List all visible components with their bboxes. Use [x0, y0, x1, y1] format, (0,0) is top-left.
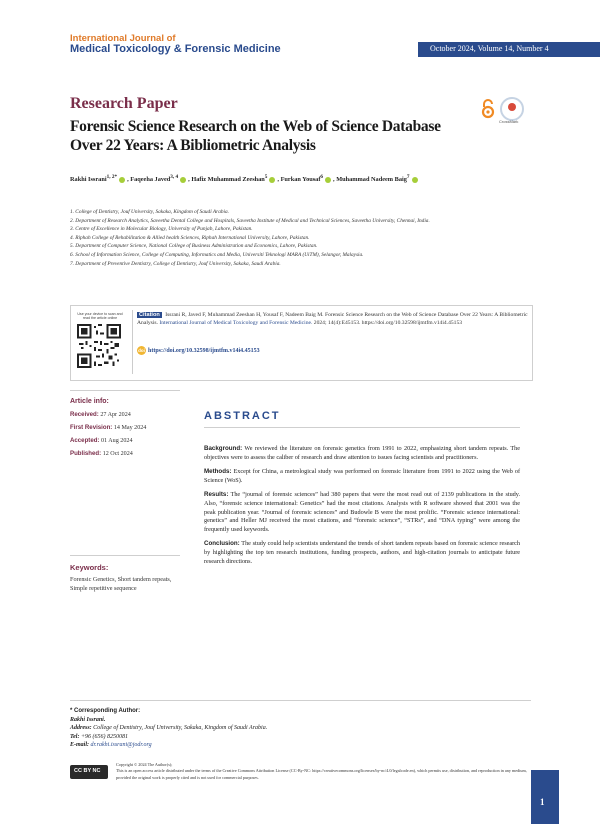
issue-info: October 2024, Volume 14, Number 4 [430, 44, 549, 53]
title-line-2: Over 22 Years: A Bibliometric Analysis [70, 137, 316, 154]
divider [70, 700, 531, 701]
author[interactable]: Rakhi Issrani$^{1, 2*}$ [70, 174, 118, 184]
citation-journal-link[interactable]: International Journal of Medical Toxicology and Forensic Medicine. [159, 320, 313, 327]
paper-type: Research Paper [70, 95, 178, 112]
email-link[interactable]: dr.rakhi.issrani@jodr.org [90, 742, 152, 749]
affiliation-list [70, 208, 540, 268]
author[interactable]: Muhammad Nadeem Baig$^7$ [336, 174, 410, 184]
license-text: Copyright © 2024 The Author(s); This is an open access article distributed under the terms of the Creative Commons Attribution License (CC-By-NC: https://creativecommons.org/licenses/by-nc/4.0/legalcode.en), which permits use, distribution, and reproduction in any medium, provided the original work is properly cited and is not used for commercial purposes. [116, 762, 527, 780]
doi-url[interactable]: https://doi.org/10.32598/ijmtfm.v14i4.45153 [148, 347, 260, 354]
info-row: First Revision: 14 May 2024 [70, 424, 147, 431]
article-info-heading: Article info: [70, 398, 109, 405]
journal-name-line1: International Journal of [70, 33, 176, 44]
affiliation: 6. School of Information Science, College of Computing, Informatics and Media, Universiti Teknologi MARA (UiTM), Selangor, Malaysia. [70, 251, 364, 258]
citation-text [137, 311, 529, 328]
cc-license-label: CC BY NC [74, 768, 101, 774]
author[interactable]: Furkan Yousaf$^6$ [280, 174, 324, 184]
abstract-background: Background: We reviewed the literature on forensic genetics from 1991 to 2022, emphasizing short tandem repeats. The objectives were to assess the caliber of research and draw attention to issues facing scientists and practitioners. [204, 445, 521, 461]
citation-badge: Citation [139, 312, 160, 318]
orcid-icon[interactable] [180, 177, 186, 183]
corresponding-heading: * Corresponding Author: [70, 708, 141, 714]
article-info [70, 398, 180, 457]
orcid-icon[interactable] [325, 177, 331, 183]
info-row: Accepted: 01 Aug 2024 [70, 437, 133, 444]
doi-link[interactable] [137, 346, 260, 355]
journal-name-line2: Medical Toxicology & Forensic Medicine [70, 43, 281, 55]
info-row: Received: 27 Apr 2024 [70, 411, 131, 418]
abstract-results: Results: The “journal of forensic sciences” had 380 papers that were the most read out of 2139 publications in the study. Also, “forensic science international: Genetics” had the most citations. Analysis with R software showed that 2001 was the peak publication year. “Journal of forensic sciences” and Budowle B were the most prolific. “Forensic science international: genetics” and Heller MJ received the most citations, and “forensic science”, “STRs”, and “DNA typing” were among the frequently used keywords. [204, 491, 521, 533]
crossmark-icon[interactable] [500, 97, 524, 121]
affiliation: 4. Riphah College of Rehabilitation & Allied health Sciences, Riphah International University, Lahore, Pakistan. [70, 234, 310, 241]
corresponding-address: Address: College of Dentistry, Jouf University, Sakaka, Kingdom of Saudi Arabia. [70, 725, 268, 732]
orcid-icon[interactable] [269, 177, 275, 183]
affiliation: 1. College of Dentistry, Jouf University, Sakaka, Kingdom of Saudi Arabia. [70, 209, 229, 215]
open-access-icon [481, 99, 495, 119]
corresponding-author [70, 707, 370, 750]
affiliation: 5. Department of Computer Science, National College of Business Administration and Economics, Lahore, Pakistan. [70, 243, 318, 250]
abstract-conclusion: Conclusion: The study could help scientists understand the trends of short tandem repeats based on forensic science research by highlighting the top ten research institutions, funding prospects, authors, and high-citation journals to anticipate future research directions. [204, 540, 520, 565]
author[interactable]: Faqeeha Javed$^{3, 4}$ [130, 174, 179, 184]
affiliation: 3. Centre of Excellence in Molecular Biology, University of Punjab, Lahore, Pakistan. [70, 226, 253, 233]
qr-code-icon[interactable] [77, 324, 121, 368]
divider [70, 390, 180, 391]
corresponding-tel: Tel: +96 (656) 8250081 [70, 733, 128, 740]
crossmark-label: CrossMark [499, 119, 519, 124]
article-title [70, 117, 490, 155]
corresponding-email: E-mail: dr.rakhi.issrani@jodr.org [70, 742, 152, 749]
divider [204, 427, 520, 428]
citation-divider [132, 310, 133, 374]
divider [70, 555, 180, 556]
abstract-heading: ABSTRACT [204, 410, 281, 422]
abstract-body [204, 445, 520, 572]
page-number-tab [531, 770, 559, 824]
crossmark-dot [508, 103, 516, 111]
doi-icon: doi [138, 348, 145, 353]
orcid-icon[interactable] [119, 177, 125, 183]
abstract-methods: Methods: Except for China, a metrological study was performed on forensic literature from 1991 to 2022 using the Web of Science (WoS). [204, 468, 521, 484]
citation-tail: 2024; 14(4):E45153. https://doi.org/10.32598/ijmtfm.v14i4.45153 [313, 320, 463, 327]
title-line-1: Forensic Science Research on the Web of Science Database [70, 118, 441, 135]
page-number: 1 [540, 797, 545, 807]
info-row: Published: 12 Oct 2024 [70, 450, 133, 457]
affiliation: 2. Department of Research Analytics, Saveetha Dental College and Hospitals, Saveetha Institute of Medical and Technical Sciences, Saveetha University, Chennai, India. [70, 217, 430, 224]
author-list: Rakhi Issrani$^{1, 2*}$ , Faqeeha Javed$^{3, 4}$ , Hafiz Muhammad Zeeshan$^5$ , Furkan Yousaf$^6$ , Muhammad Nadeem Baig$^7$ [70, 174, 540, 183]
keywords-list: Forensic Genetics, Short tandem repeats, Simple repetitive sequence [70, 576, 172, 592]
qr-label: Use your device to scan and read the article online [77, 312, 123, 321]
author[interactable]: Hafiz Muhammad Zeeshan$^5$ [191, 174, 268, 184]
citation-body: Issrani R, Javed F, Muhammad Zeeshan H, Yousaf F, Nadeem Baig M. Forensic Science Research on the Web of Science Database Over 22 Years: A Bibliometric Analysis. [137, 312, 528, 327]
orcid-icon[interactable] [412, 177, 418, 183]
affiliation: 7. Department of Preventive Dentistry, College of Dentistry, Jouf University, Sakaka, Saudi Arabia. [70, 260, 281, 267]
keywords-heading: Keywords: [70, 563, 109, 572]
corresponding-name: Rakhi Issrani. [70, 716, 106, 723]
